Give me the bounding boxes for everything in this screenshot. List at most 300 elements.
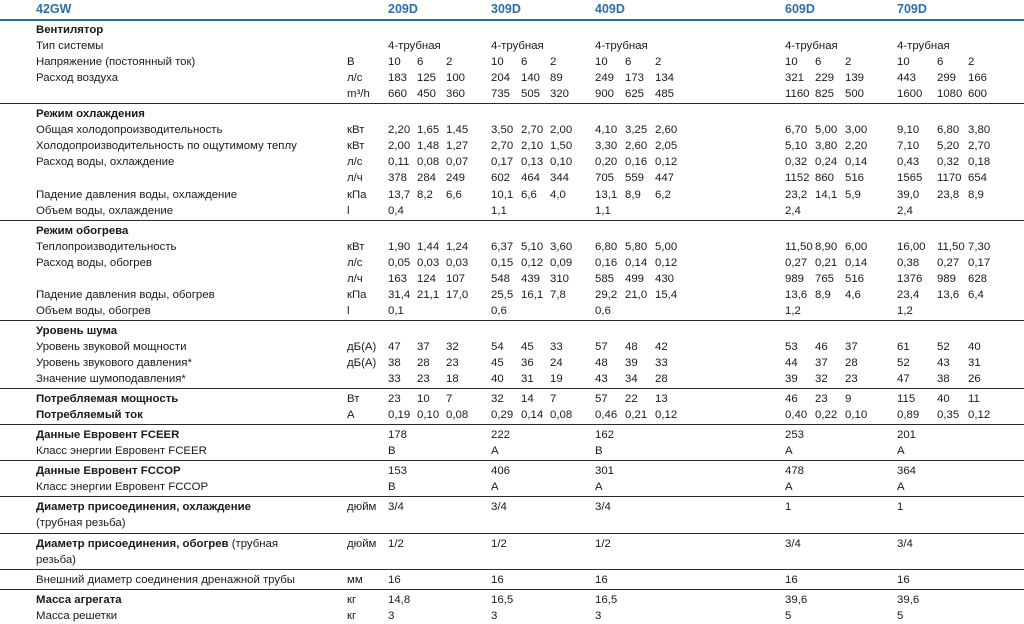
table-cell: 1,1 [491,204,507,217]
table-cell: 989 [937,272,957,285]
table-cell: 3,50 [491,124,514,137]
table-cell: 2 [446,56,453,69]
table-cell: 14 [521,393,534,406]
table-cell: 11,50 [785,240,813,253]
table-cell: 201 [897,429,917,442]
table-cell: 163 [388,272,408,285]
table-cell: 6,00 [845,240,868,253]
table-cell: 705 [595,172,615,185]
row-label: Уровень шума [36,324,118,337]
table-cell: 2,10 [521,140,544,153]
table-cell: 628 [968,272,988,285]
table-row [0,203,1024,219]
table-cell: 0,08 [446,409,469,422]
table-cell: 3/4 [388,501,404,514]
table-cell: 222 [491,429,511,442]
table-cell: 9 [845,393,852,406]
table-cell: 18 [446,373,459,386]
table-cell: 2 [655,56,662,69]
table-cell: 37 [417,340,430,353]
table-cell: 17,0 [446,288,469,301]
row-divider [0,388,1024,389]
table-cell: 36 [521,357,534,369]
table-cell: 8,2 [417,188,433,201]
table-cell: 125 [417,72,437,85]
table-cell: 37 [815,357,828,369]
table-cell: 447 [655,172,675,185]
table-cell: 430 [655,272,675,285]
table-cell: 32 [491,393,504,406]
table-cell: 249 [446,172,466,185]
table-cell: 735 [491,88,511,101]
table-cell: 5 [897,609,904,622]
table-cell: 0,27 [785,256,808,269]
table-cell: 1170 [937,172,962,185]
row-label: Потребляемая мощность [36,393,179,406]
table-cell: 107 [446,272,466,285]
table-cell: 13,7 [388,188,411,201]
table-cell: 1/2 [491,537,507,550]
table-cell: 2 [845,56,852,69]
table-cell: 0,32 [937,156,960,169]
table-cell: 0,46 [595,409,618,422]
row-label: Теплопроизводительность [36,240,177,253]
table-cell: 8,9 [968,188,984,201]
table-cell: 989 [785,272,805,285]
table-cell: A [785,481,793,494]
table-cell: 6,80 [937,124,960,137]
table-cell: 8,9 [625,188,641,201]
row-unit: кВт [347,124,365,137]
table-cell: 406 [491,465,511,478]
table-row [0,608,1024,624]
table-row [0,271,1024,287]
table-row [0,70,1024,86]
row-label-bold: Диаметр присоединения, обогрев [36,537,229,550]
row-label: Класс энергии Евровент FCCOP [36,481,209,494]
row-label: Холодопроизводительность по ощутимому теплу [36,140,297,153]
table-cell: 0,05 [388,256,411,269]
table-cell: 13,6 [785,288,808,301]
table-cell: 4-трубная [491,40,544,53]
table-cell: 11 [968,393,980,406]
table-cell: 16 [388,573,401,586]
table-cell: 625 [625,88,645,101]
table-cell: 0,08 [417,156,440,169]
table-cell: 229 [815,72,835,85]
table-cell: 13,6 [937,288,960,301]
table-cell: 0,32 [785,156,808,169]
table-cell: 249 [595,72,615,85]
table-cell: 40 [937,393,950,406]
row-label: Данные Евровент FCEER [36,429,180,442]
table-row [0,138,1024,154]
table-cell: 2 [968,56,975,69]
table-cell: 61 [897,340,910,353]
row-label: Данные Евровент FCCOP [36,465,181,478]
table-cell: 0,21 [625,409,648,422]
table-cell: A [785,445,793,458]
row-label: Тип системы [36,40,104,53]
table-cell: 3/4 [897,537,913,550]
table-cell: 2,00 [388,140,411,153]
row-label: Диаметр присоединения, охлаждение [36,501,251,514]
row-unit: кг [347,593,357,606]
table-cell: 1,2 [785,304,801,317]
table-cell: 16,00 [897,240,926,253]
table-cell: 16,5 [595,593,618,606]
table-cell: 0,24 [815,156,838,169]
table-cell: 29,2 [595,288,618,301]
table-cell: 1600 [897,88,923,101]
table-cell: 45 [521,340,534,353]
table-cell: 585 [595,272,615,285]
table-cell: 1376 [897,272,923,285]
row-label: Расход воды, обогрев [36,256,152,269]
table-cell: 11,50 [937,240,965,253]
table-cell: 57 [595,340,608,353]
table-cell: 153 [388,465,408,478]
table-cell: A [897,481,905,494]
row-label-suffix: (трубная [228,537,279,550]
table-cell: 0,43 [897,156,920,169]
table-cell: 0,12 [655,409,678,422]
table-row [0,38,1024,54]
row-unit: кПа [347,288,367,301]
table-cell: 485 [655,88,675,101]
table-cell: 38 [937,373,950,386]
table-cell: 31 [521,373,534,386]
table-cell: 0,10 [845,409,868,422]
table-row [0,122,1024,138]
table-cell: 0,16 [625,156,648,169]
table-header [0,0,1024,21]
row-label: Общая холодопроизводительность [36,124,223,137]
table-cell: 5,00 [655,240,678,253]
table-cell: 5,10 [521,240,544,253]
table-cell: 100 [446,72,466,85]
table-cell: 89 [550,72,563,85]
table-cell: 23 [417,373,430,386]
row-unit: кВт [347,240,365,253]
table-cell: 40 [491,373,504,386]
table-cell: 33 [655,357,668,369]
table-cell: 6,6 [521,188,537,201]
table-cell: 516 [845,272,865,285]
table-cell: 0,14 [625,256,648,269]
table-cell: 360 [446,88,466,101]
table-row [0,303,1024,319]
table-cell: 1,1 [595,204,611,217]
table-cell: 0,09 [550,256,573,269]
table-cell: 7,30 [968,240,991,253]
series-title: 42GW [36,2,72,16]
table-cell: 0,13 [521,156,544,169]
row-label: Расход воздуха [36,72,119,85]
table-row [0,371,1024,387]
table-cell: 660 [388,88,408,101]
table-cell: 7 [446,393,453,406]
table-cell: 0,38 [897,256,920,269]
table-row [0,287,1024,303]
table-cell: 16,5 [491,593,514,606]
table-cell: 3/4 [491,501,507,514]
table-cell: 34 [625,373,638,386]
table-cell: 6,80 [595,240,618,253]
table-cell: 4,6 [845,288,861,301]
table-cell: 5,9 [845,188,861,201]
table-cell: 48 [595,357,608,369]
table-cell: 6 [815,56,822,69]
row-divider [0,460,1024,461]
table-cell: 1,2 [897,304,913,317]
row-unit: дюйм [347,501,377,514]
table-cell: 47 [897,373,910,386]
table-cell: 516 [845,172,865,185]
table-cell: 0,40 [785,409,808,422]
table-row [0,536,1024,552]
table-cell: 6,70 [785,124,808,137]
row-unit: кВт [347,140,365,153]
row-label: Класс энергии Евровент FCEER [36,445,207,458]
table-cell: 57 [595,393,608,406]
model-709d: 709D [897,2,927,16]
table-cell: 1,50 [550,140,573,153]
table-cell: 204 [491,72,511,85]
table-row [0,515,1024,531]
table-cell: 16 [595,573,608,586]
table-cell: 6 [625,56,632,69]
table-cell: 559 [625,172,645,185]
table-cell: A [595,481,603,494]
table-cell: 4-трубная [595,40,648,53]
table-cell: 320 [550,88,570,101]
table-row [0,54,1024,70]
table-cell: 1,90 [388,240,411,253]
table-cell: 23,2 [785,188,808,201]
table-cell: A [491,481,499,494]
table-cell: 1 [785,501,792,514]
table-cell: 9,10 [897,124,920,137]
row-label: Режим обогрева [36,224,129,237]
table-cell: 139 [845,72,865,85]
table-cell: 344 [550,172,570,185]
table-cell: 10 [388,56,401,69]
row-unit: В [347,56,355,69]
table-cell: 16 [897,573,910,586]
table-cell: 443 [897,72,917,85]
row-unit: л/с [347,256,363,269]
table-cell: 6 [417,56,424,69]
table-cell: 860 [815,172,835,185]
row-label [36,537,278,551]
table-cell: 602 [491,172,511,185]
row-unit: кПа [347,188,367,201]
table-cell: 1,48 [417,140,440,153]
table-cell: 19 [550,373,563,386]
row-label: Объем воды, обогрев [36,304,151,317]
table-row [0,427,1024,443]
table-cell: 4,10 [595,124,618,137]
table-cell: 14,8 [388,593,411,606]
table-cell: 40 [968,340,981,353]
table-cell: 1,65 [417,124,440,137]
table-cell: 0,20 [595,156,618,169]
table-cell: 0,14 [521,409,544,422]
table-cell: 6 [937,56,944,69]
table-cell: 3,00 [845,124,868,137]
table-cell: 33 [388,373,401,386]
table-cell: 1/2 [595,537,611,550]
table-cell: 47 [388,340,401,353]
table-cell: 42 [655,340,668,353]
table-cell: 24 [550,357,563,369]
table-cell: 0,27 [937,256,960,269]
table-cell: 0,22 [815,409,838,422]
table-cell: 23 [388,393,401,406]
table-cell: 52 [937,340,950,353]
table-cell: 6 [521,56,528,69]
table-cell: 0,4 [388,204,404,217]
table-cell: 31,4 [388,288,411,301]
row-label: Напряжение (постоянный ток) [36,56,196,69]
table-cell: 3 [595,609,602,622]
table-cell: 1152 [785,172,810,185]
table-cell: 378 [388,172,408,185]
table-cell: A [491,445,499,458]
table-cell: 10 [897,56,910,69]
table-cell: 0,35 [937,409,960,422]
table-row [0,339,1024,355]
table-cell: 0,12 [655,256,678,269]
table-cell: 0,17 [491,156,514,169]
table-cell: 6,37 [491,240,514,253]
row-unit: л/ч [347,172,363,185]
table-cell: 0,12 [655,156,678,169]
table-cell: 166 [968,72,988,85]
table-cell: 6,4 [968,288,984,301]
row-label: Падение давления воды, охлаждение [36,188,238,201]
table-cell: 2,60 [655,124,678,137]
table-cell: 44 [785,357,798,369]
table-cell: 1,45 [446,124,469,137]
table-cell: 0,08 [550,409,573,422]
table-cell: 10 [595,56,608,69]
table-cell: 4,0 [550,188,566,201]
table-cell: B [388,445,396,458]
row-unit: л/с [347,156,363,169]
section-heading [0,223,1024,239]
table-cell: 0,11 [388,156,410,169]
table-row [0,187,1024,203]
table-cell: 500 [845,88,865,101]
table-cell: 2,20 [388,124,411,137]
table-cell: 2,4 [897,204,913,217]
row-unit: кг [347,609,357,622]
table-cell: 1/2 [388,537,404,550]
table-cell: 31 [968,357,981,369]
table-cell: 23,8 [937,188,960,201]
table-cell: 2,70 [968,140,991,153]
table-cell: 0,89 [897,409,920,422]
table-cell: 134 [655,72,675,85]
section-heading [0,106,1024,122]
row-unit: мм [347,573,363,586]
table-cell: 0,19 [388,409,411,422]
row-unit: l [347,304,350,317]
table-cell: 464 [521,172,541,185]
table-cell: B [595,445,603,458]
table-cell: 115 [897,393,916,406]
model-209d: 209D [388,2,418,16]
table-cell: 4-трубная [388,40,441,53]
table-row [0,463,1024,479]
table-row [0,499,1024,515]
row-label: Внешний диаметр соединения дренажной трубы [36,573,295,586]
table-cell: 2,20 [845,140,868,153]
table-cell: 439 [521,272,541,285]
table-cell: 825 [815,88,835,101]
table-cell: 0,17 [968,256,991,269]
table-cell: 0,15 [491,256,514,269]
table-cell: 178 [388,429,408,442]
table-cell: 0,6 [491,304,507,317]
table-cell: 5,20 [937,140,960,153]
table-row [0,443,1024,459]
row-unit: л/с [347,72,363,85]
row-divider [0,320,1024,321]
table-cell: 52 [897,357,910,369]
table-cell: 1 [897,501,904,514]
row-unit: m³/h [347,88,370,101]
table-cell: 8,90 [815,240,838,253]
table-cell: 140 [521,72,541,85]
table-cell: 0,07 [446,156,469,169]
table-cell: 253 [785,429,805,442]
table-cell: 10,1 [491,188,514,201]
table-cell: 5,10 [785,140,808,153]
table-cell: 765 [815,272,835,285]
row-unit: Вт [347,393,360,406]
table-cell: 21,1 [417,288,440,301]
row-unit: л/ч [347,272,363,285]
table-cell: 28 [845,357,858,369]
table-row [0,592,1024,608]
table-cell: 600 [968,88,988,101]
table-row [0,479,1024,495]
table-cell: 48 [625,340,638,353]
table-cell: 3/4 [595,501,611,514]
table-cell: 499 [625,272,645,285]
table-cell: 1080 [937,88,963,101]
table-cell: 0,03 [446,256,469,269]
table-cell: 0,14 [845,256,868,269]
table-row [0,170,1024,186]
table-row [0,407,1024,423]
table-row [0,391,1024,407]
row-unit: дБ(А) [347,357,377,369]
table-cell: 0,6 [595,304,611,317]
table-cell: 2,05 [655,140,678,153]
table-cell: 900 [595,88,615,101]
table-cell: 162 [595,429,615,442]
table-cell: 0,14 [845,156,868,169]
row-label: Падение давления воды, обогрев [36,288,215,301]
table-cell: 284 [417,172,437,185]
table-cell: 38 [388,357,401,369]
table-cell: 0,21 [815,256,838,269]
table-cell: 310 [550,272,570,285]
